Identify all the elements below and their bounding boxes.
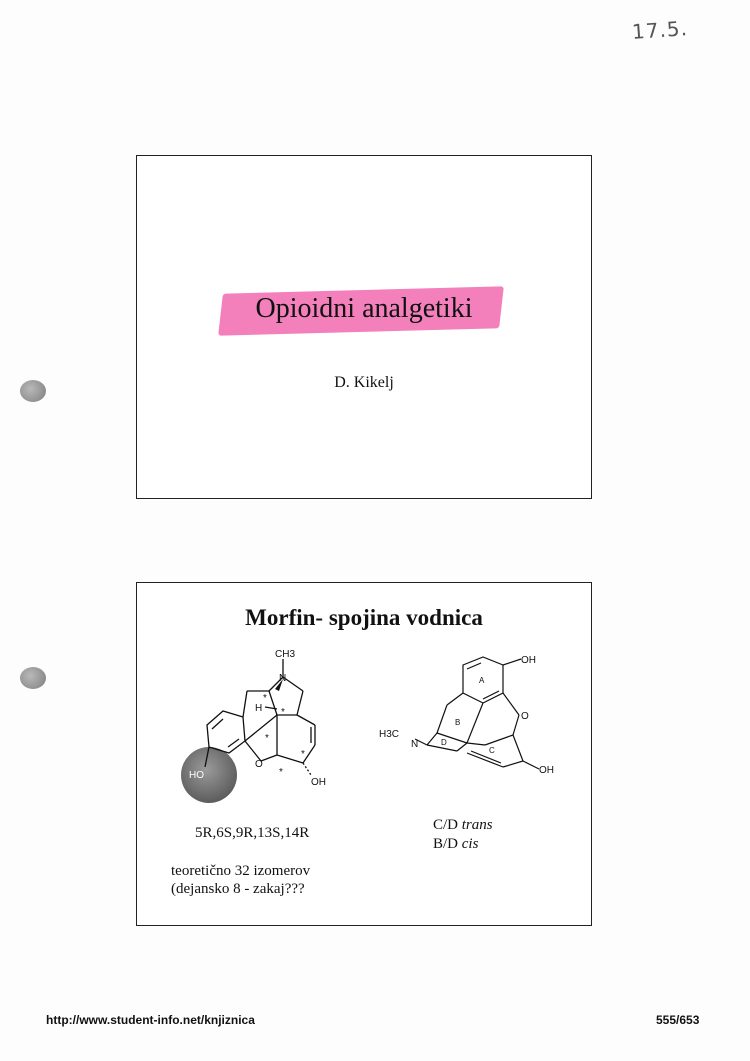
n-label: N — [279, 673, 287, 684]
cd-relation: C/D trans — [433, 817, 493, 833]
h-label: H — [255, 703, 263, 714]
ring-c-label: C — [489, 746, 495, 755]
oh-label: OH — [311, 777, 326, 788]
morphine-3d-structure — [375, 653, 575, 803]
stereo-mark-4: * — [301, 749, 305, 760]
stereo-mark-5: * — [279, 767, 283, 778]
slide1-author: D. Kikelj — [334, 374, 394, 391]
punch-hole-top — [20, 380, 46, 402]
punch-hole-bottom — [20, 667, 46, 689]
slide1-title: Opioidni analgetiki — [255, 293, 473, 324]
title-slide — [136, 155, 592, 499]
morphine-slide — [136, 582, 592, 926]
o-label: O — [255, 759, 263, 770]
stereo-mark-3: * — [265, 733, 269, 744]
ho-label: HO — [189, 770, 204, 781]
ring-a-label: A — [479, 676, 485, 685]
oh-top-label: OH — [521, 655, 536, 666]
ch3-label: CH3 — [275, 649, 296, 660]
h3c-label: H3C — [379, 729, 400, 740]
stereo-mark-1: * — [263, 693, 267, 704]
slide2-title: Morfin- spojina vodnica — [245, 605, 483, 630]
handwritten-page-note: 17.5. — [631, 16, 689, 44]
footer-url[interactable]: http://www.student-info.net/knjiznica — [46, 1013, 255, 1027]
oh-bottom-label: OH — [539, 765, 554, 776]
o-label-3d: O — [521, 711, 529, 722]
morphine-2d-structure — [165, 645, 365, 825]
ring-b-label: B — [455, 718, 461, 727]
footer-page-number: 555/653 — [656, 1013, 700, 1027]
bd-relation: B/D cis — [433, 836, 479, 852]
ring-d-label: D — [441, 738, 447, 747]
isomers-line-2: (dejansko 8 - zakaj??? — [171, 881, 305, 897]
stereo-mark-2: * — [281, 707, 285, 718]
n-label-3d: N — [411, 739, 419, 750]
isomers-line-1: teoretično 32 izomerov — [171, 863, 311, 879]
configuration-text: 5R,6S,9R,13S,14R — [195, 825, 310, 841]
